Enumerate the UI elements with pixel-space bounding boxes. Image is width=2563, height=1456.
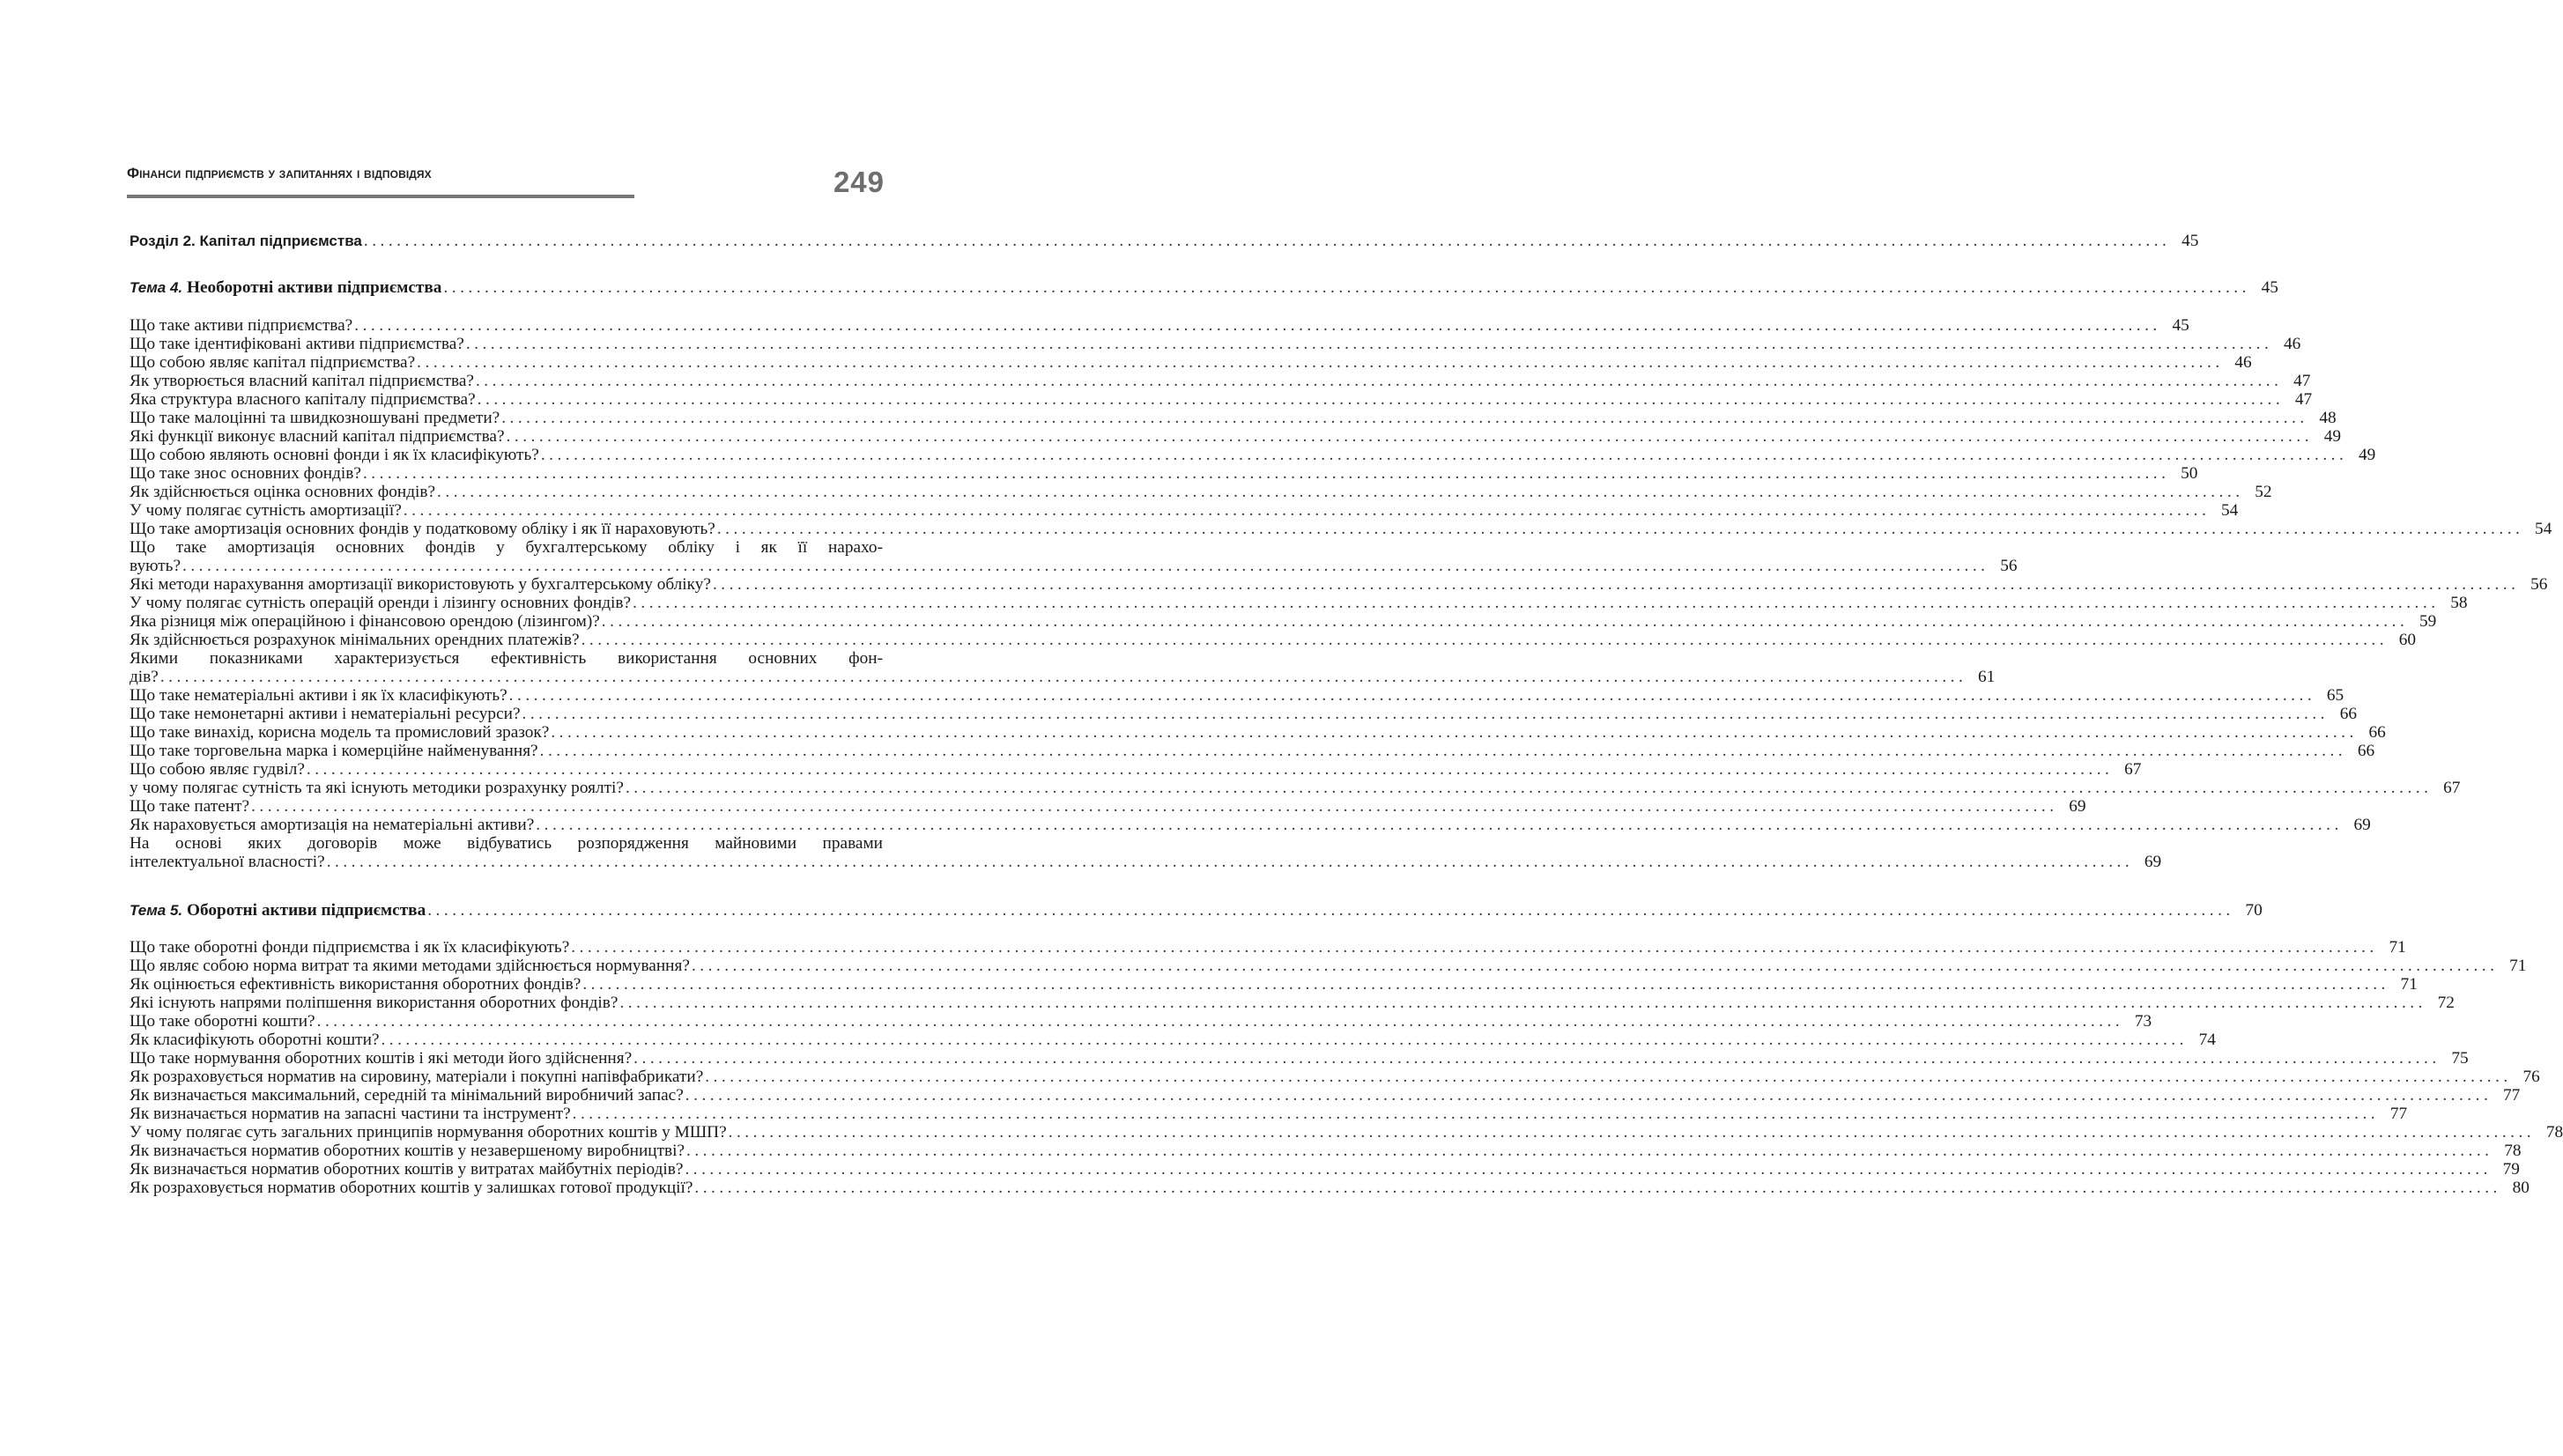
entry-page: 66	[2357, 742, 2375, 760]
entry-page: 49	[2323, 427, 2342, 446]
toc-entry[interactable]	[130, 1012, 2152, 1031]
dot-leader: ............................................................................................................................................................................................................................	[316, 1012, 2124, 1031]
toc-entry[interactable]	[130, 797, 2086, 817]
entry-page: 47	[2293, 372, 2311, 390]
toc-theme-row[interactable]	[130, 278, 2278, 298]
toc-entry[interactable]	[130, 1179, 2530, 1198]
dot-leader: ............................................................................................................................................................................................................................	[508, 686, 2316, 705]
entry-title: Що таке нормування оборотних коштів і які методи його здійснення?	[130, 1049, 633, 1068]
dot-leader: ............................................................................................................................................................................................................................	[685, 1086, 2493, 1105]
entry-page: 46	[2284, 335, 2301, 353]
running-header	[127, 166, 885, 203]
entry-title: вують?	[130, 557, 181, 575]
dot-leader: ............................................................................................................................................................................................................................	[251, 797, 2058, 816]
toc-entry[interactable]	[130, 557, 2018, 576]
entry-page: 59	[2419, 612, 2437, 631]
toc-entry[interactable]	[130, 938, 2406, 957]
dot-leader: ............................................................................................................................................................................................................................	[539, 742, 2347, 760]
entry-page: 56	[2530, 575, 2548, 594]
dot-leader: ............................................................................................................................................................................................................................	[477, 390, 2285, 409]
entry-title: дів?	[130, 668, 159, 686]
entry-title: Як визначається максимальний, середній та мінімальний виробничий запас?	[130, 1086, 684, 1105]
entry-page: 56	[2000, 557, 2018, 575]
entry-title: інтелектуальної власності?	[130, 853, 325, 871]
dot-leader: ............................................................................................................................................................................................................................	[686, 1142, 2493, 1160]
entry-page: 61	[1978, 668, 1996, 686]
toc-entry[interactable]	[130, 353, 2252, 373]
dot-leader: ............................................................................................................................................................................................................................	[728, 1123, 2536, 1142]
dot-leader: ............................................................................................................................................................................................................................	[354, 316, 2161, 335]
entry-page: 74	[2198, 1031, 2216, 1049]
entry-page: 69	[2353, 816, 2371, 834]
dot-leader: ............................................................................................................................................................................................................................	[475, 372, 2283, 390]
dot-leader: ............................................................................................................................................................................................................................	[381, 1031, 2188, 1049]
entry-title: Як оцінюється ефективність використання оборотних фондів?	[130, 975, 581, 994]
entry-page: 78	[2504, 1142, 2522, 1160]
dot-leader: ............................................................................................................................................................................................................................	[427, 901, 2234, 920]
dot-leader: ............................................................................................................................................................................................................................	[403, 501, 2211, 520]
dot-leader: ............................................................................................................................................................................................................................	[694, 1179, 2501, 1197]
entry-title: Що таке торговельна марка і комерційне найменування?	[130, 742, 538, 760]
theme-label: Тема 5.	[130, 902, 183, 919]
entry-title: Як класифікують оборотні кошти?	[130, 1031, 380, 1049]
toc-entry[interactable]	[130, 686, 2344, 706]
entry-title: Що собою являють основні фонди і як їх класифікують?	[130, 446, 539, 464]
page-number: 249	[833, 166, 885, 198]
toc-entry[interactable]	[130, 957, 2527, 976]
dot-leader: ............................................................................................................................................................................................................................	[572, 1105, 2380, 1123]
entry-page: 69	[2069, 797, 2086, 816]
entry-page: 54	[2535, 520, 2552, 538]
book-title: Фінанси підприємств у запитаннях і відповідях	[127, 166, 432, 181]
entry-title: Що таке оборотні фонди підприємства і як їх класифікують?	[130, 938, 570, 957]
entry-title: Як утворюється власний капітал підприємства?	[130, 372, 474, 390]
toc-entry[interactable]	[130, 520, 2552, 539]
dot-leader: ............................................................................................................................................................................................................................	[582, 975, 2389, 994]
dot-leader: ............................................................................................................................................................................................................................	[705, 1068, 2512, 1086]
toc-entry[interactable]	[130, 816, 2371, 835]
toc-entry[interactable]	[130, 1160, 2520, 1179]
entry-title: Що таке малоцінні та швидкозношувані предмети?	[130, 409, 500, 427]
toc-entry[interactable]	[130, 483, 2272, 502]
entry-title: Яка структура власного капіталу підприємства?	[130, 390, 476, 409]
entry-page: 78	[2545, 1123, 2563, 1142]
dot-leader: ............................................................................................................................................................................................................................	[437, 483, 2244, 501]
entry-page: 67	[2124, 760, 2142, 779]
theme-name: Оборотні активи підприємства	[186, 901, 426, 920]
entry-title: Яка різниця між операційною і фінансовою орендою (лізингом)?	[130, 612, 600, 631]
dot-leader: ............................................................................................................................................................................................................................	[443, 278, 2250, 297]
toc-entry[interactable]	[130, 723, 2386, 743]
entry-page: 49	[2359, 446, 2376, 464]
dot-leader: ............................................................................................................................................................................................................................	[501, 409, 2308, 427]
entry-page: 71	[2509, 957, 2527, 975]
entry-title: Які існують напрями поліпшення використання оборотних фондів?	[130, 994, 619, 1012]
entry-title: Що таке патент?	[130, 797, 250, 816]
entry-title: у чому полягає сутність та які існують методики розрахунку роялті?	[130, 779, 624, 797]
entry-page: 65	[2326, 686, 2344, 705]
entry-page: 77	[2389, 1105, 2408, 1123]
section-title: Розділ 2. Капітал підприємства	[130, 233, 362, 249]
entry-title: Що таке ідентифіковані активи підприємства?	[130, 335, 464, 353]
toc-entry-line1: На основі яких договорів може відбуватись розпорядження майновими правами	[130, 834, 883, 853]
entry-title: Що таке амортизація основних фондів у податковому обліку і як її нараховують?	[130, 520, 715, 538]
entry-title: Як визначається норматив оборотних коштів у незавершеному виробництві?	[130, 1142, 685, 1160]
toc-entry[interactable]	[130, 316, 2189, 336]
entry-title: Як здійснюється оцінка основних фондів?	[130, 483, 436, 501]
toc-entry[interactable]	[130, 1123, 2563, 1142]
entry-page: 77	[2502, 1086, 2521, 1105]
theme-page: 70	[2245, 901, 2263, 920]
dot-leader: ............................................................................................................................................................................................................................	[633, 1049, 2441, 1068]
dot-leader: ............................................................................................................................................................................................................................	[417, 353, 2224, 372]
dot-leader: ............................................................................................................................................................................................................................	[522, 705, 2329, 723]
entry-page: 76	[2522, 1068, 2540, 1086]
toc-entry[interactable]	[130, 372, 2311, 391]
entry-title: Як визначається норматив на запасні частини та інструмент?	[130, 1105, 571, 1123]
entry-title: У чому полягає сутність операцій оренди і лізингу основних фондів?	[130, 594, 632, 612]
entry-title: Як нараховується амортизація на нематеріальні активи?	[130, 816, 535, 834]
entry-title: Що собою являє капітал підприємства?	[130, 353, 416, 372]
toc-section-row[interactable]	[130, 232, 2199, 251]
entry-title: Як розраховується норматив оборотних коштів у залишках готової продукції?	[130, 1179, 693, 1197]
theme-page: 45	[2261, 278, 2278, 297]
toc-entry[interactable]	[130, 705, 2357, 724]
entry-title: Що являє собою норма витрат та якими методами здійснюється нормування?	[130, 957, 690, 975]
dot-leader: ............................................................................................................................................................................................................................	[551, 723, 2358, 742]
dot-leader: ............................................................................................................................................................................................................................	[625, 779, 2433, 797]
toc-entry[interactable]	[130, 464, 2198, 484]
dot-leader: ............................................................................................................................................................................................................................	[619, 994, 2426, 1012]
dot-leader: ............................................................................................................................................................................................................................	[326, 853, 2134, 871]
dot-leader: ............................................................................................................................................................................................................................	[182, 557, 1989, 575]
entry-title: Що таке знос основних фондів?	[130, 464, 361, 483]
toc-entry[interactable]	[130, 975, 2418, 994]
toc-entry[interactable]	[130, 1049, 2469, 1068]
toc-entry-line1: Що таке амортизація основних фондів у бухгалтерському обліку і як її нарахо-	[130, 538, 883, 557]
entry-page: 71	[2400, 975, 2418, 994]
toc-entry[interactable]	[130, 742, 2375, 761]
toc-entry[interactable]	[130, 1031, 2216, 1050]
entry-page: 75	[2451, 1049, 2469, 1068]
entry-title: Як розраховується норматив на сировину, матеріали і покупні напівфабрикати?	[130, 1068, 704, 1086]
entry-page: 54	[2221, 501, 2239, 520]
dot-leader: ............................................................................................................................................................................................................................	[581, 631, 2389, 649]
toc-entry[interactable]	[130, 409, 2337, 428]
entry-page: 50	[2181, 464, 2198, 483]
toc-entry[interactable]	[130, 1105, 2408, 1124]
entry-page: 52	[2255, 483, 2272, 501]
theme-label: Тема 4.	[130, 279, 183, 296]
dot-leader: ............................................................................................................................................................................................................................	[685, 1160, 2492, 1179]
toc-entry[interactable]	[130, 668, 1996, 687]
entry-page: 58	[2450, 594, 2468, 612]
toc-entry[interactable]	[130, 1142, 2522, 1161]
toc-entry[interactable]	[130, 594, 2468, 613]
toc-entry[interactable]	[130, 1086, 2521, 1105]
dot-leader: ............................................................................................................................................................................................................................	[506, 427, 2314, 446]
dot-leader: ............................................................................................................................................................................................................................	[633, 594, 2440, 612]
dot-leader: ............................................................................................................................................................................................................................	[536, 816, 2343, 834]
dot-leader: ............................................................................................................................................................................................................................	[465, 335, 2273, 353]
toc-entry[interactable]	[130, 1068, 2540, 1087]
theme-name: Необоротні активи підприємства	[186, 278, 442, 297]
entry-title: Що таке винахід, корисна модель та промисловий зразок?	[130, 723, 550, 742]
toc-entry[interactable]	[130, 760, 2142, 780]
entry-title: Що таке немонетарні активи і нематеріальні ресурси?	[130, 705, 521, 723]
dot-leader: ............................................................................................................................................................................................................................	[571, 938, 2378, 957]
toc-entry[interactable]	[130, 994, 2455, 1013]
dot-leader: ............................................................................................................................................................................................................................	[362, 464, 2170, 483]
entry-page: 71	[2389, 938, 2406, 957]
entry-page: 47	[2294, 390, 2313, 409]
entry-title: Як здійснюється розрахунок мінімальних орендних платежів?	[130, 631, 580, 649]
toc-entry[interactable]	[130, 446, 2376, 465]
entry-page: 60	[2398, 631, 2417, 649]
entry-page: 66	[2368, 723, 2386, 742]
toc-entry[interactable]	[130, 853, 2162, 872]
entry-page: 80	[2512, 1179, 2530, 1197]
entry-title: У чому полягає суть загальних принципів нормування оборотних коштів у МШП?	[130, 1123, 727, 1142]
entry-title: У чому полягає сутність амортизації?	[130, 501, 402, 520]
dot-leader: ............................................................................................................................................................................................................................	[691, 957, 2499, 975]
dot-leader: ............................................................................................................................................................................................................................	[159, 668, 1967, 686]
toc-entry[interactable]	[130, 390, 2313, 410]
entry-page: 73	[2134, 1012, 2152, 1031]
entry-page: 48	[2319, 409, 2337, 427]
dot-leader: ............................................................................................................................................................................................................................	[363, 232, 2171, 250]
toc-entry[interactable]	[130, 501, 2239, 521]
entry-page: 45	[2172, 316, 2189, 335]
toc-entry[interactable]	[130, 575, 2548, 595]
header-rule	[127, 195, 634, 198]
entry-page: 67	[2443, 779, 2461, 797]
toc-entry[interactable]	[130, 779, 2461, 798]
entry-title: Що таке оборотні кошти?	[130, 1012, 315, 1031]
dot-leader: ............................................................................................................................................................................................................................	[306, 760, 2114, 779]
entry-page: 79	[2502, 1160, 2520, 1179]
entry-page: 72	[2437, 994, 2455, 1012]
toc-theme-row[interactable]	[130, 901, 2263, 920]
toc-entry[interactable]	[130, 612, 2437, 632]
entry-title: Які методи нарахування амортизації використовують у бухгалтерському обліку?	[130, 575, 711, 594]
entry-page: 46	[2234, 353, 2252, 372]
entry-title: Які функції виконує власний капітал підприємства?	[130, 427, 505, 446]
entry-title: Як визначається норматив оборотних коштів у витратах майбутніх періодів?	[130, 1160, 684, 1179]
entry-title: Що таке активи підприємства?	[130, 316, 353, 335]
dot-leader: ............................................................................................................................................................................................................................	[716, 520, 2524, 538]
dot-leader: ............................................................................................................................................................................................................................	[601, 612, 2409, 631]
toc-entry[interactable]	[130, 427, 2342, 447]
entry-title: Що собою являє гудвіл?	[130, 760, 305, 779]
entry-title: Що таке нематеріальні активи і як їх класифікують?	[130, 686, 507, 705]
entry-page: 66	[2339, 705, 2357, 723]
dot-leader: ............................................................................................................................................................................................................................	[540, 446, 2348, 464]
dot-leader: ............................................................................................................................................................................................................................	[712, 575, 2520, 594]
toc-entry-line1: Якими показниками характеризується ефективність використання основних фон-	[130, 649, 883, 668]
section-page: 45	[2182, 232, 2199, 250]
toc-entry[interactable]	[130, 631, 2417, 650]
entry-page: 69	[2144, 853, 2162, 871]
toc-entry[interactable]	[130, 335, 2301, 354]
